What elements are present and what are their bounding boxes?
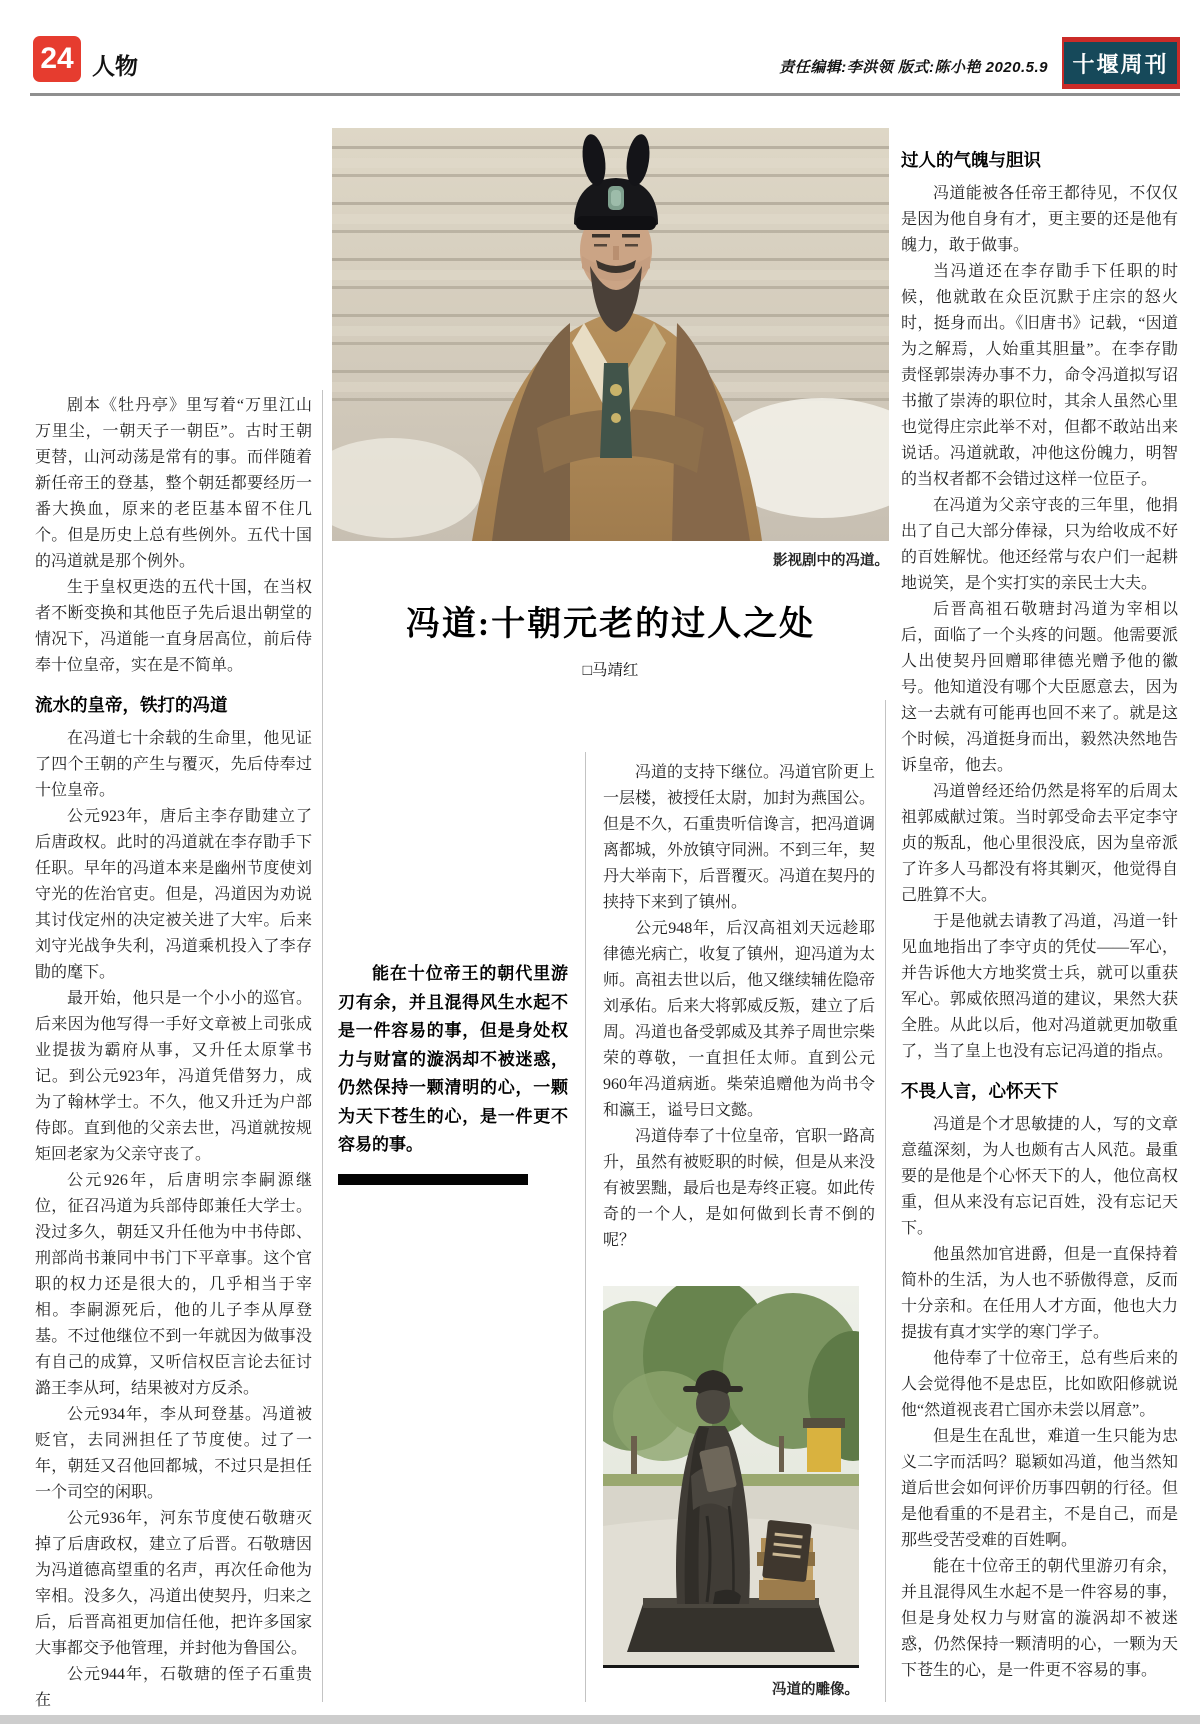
top-photo-drama-still bbox=[332, 128, 889, 541]
page-bottom-edge bbox=[0, 1715, 1200, 1724]
paragraph: 剧本《牡丹亭》里写着“万里江山万里尘，一朝天子一朝臣”。古时王朝更替，山河动荡是常有的事。而伴随着新任帝王的登基，整个朝廷都要经历一番大换血，原来的老臣基本留不住几个。但是历史上总有些例外。五代十国的冯道就是那个例外。 bbox=[35, 397, 312, 570]
right-paragraphs-1 bbox=[901, 181, 1178, 1065]
column-left bbox=[35, 393, 312, 1714]
paragraph: 冯道曾经还给仍然是将军的后周太祖郭威献过策。当时郭受命去平定李守贞的叛乱，他心里很没底，因为皇帝派了许多人马都没有将其剿灭，他觉得自己胜算不大。 bbox=[901, 783, 1178, 904]
article-author: □马靖红 bbox=[582, 662, 639, 679]
paragraph: 能在十位帝王的朝代里游刃有余，并且混得风生水起不是一件容易的事，但是身处权力与财富的漩涡却不被迷惑，仍然保持一颗清明的心，一颗为天下苍生的心，是一件更不容易的事。 bbox=[901, 1558, 1178, 1679]
section-label: 人物 bbox=[92, 53, 138, 79]
paragraph: 在冯道七十余载的生命里，他见证了四个王朝的产生与覆灭，先后侍奉过十位皇帝。 bbox=[35, 730, 312, 799]
paragraph: 公元936年，河东节度使石敬瑭灭掉了后唐政权，建立了后晋。石敬瑭因为冯道德高望重的名声，再次任命他为宰相。没多久，冯道出使契丹，归来之后，后晋高祖更加信任他，把许多国家大事都交予他管理，并封他为鲁国公。 bbox=[35, 1510, 312, 1657]
paragraph: 公元934年，李从珂登基。冯道被贬官，去同洲担任了节度使。过了一年，朝廷又召他回都城，不过只是担任一个司空的闲职。 bbox=[35, 1406, 312, 1501]
drama-still-illustration bbox=[332, 128, 889, 541]
pull-quote bbox=[338, 960, 568, 1185]
header-rule bbox=[30, 93, 1180, 96]
editors-line: 责任编辑:李洪领 版式:陈小艳 2020.5.9 bbox=[779, 59, 1048, 76]
statue-illustration bbox=[603, 1286, 859, 1668]
left-paragraphs bbox=[35, 726, 312, 1714]
right-paragraphs-2 bbox=[901, 1112, 1178, 1684]
pull-quote-bar bbox=[338, 1174, 528, 1185]
column-rule-right bbox=[885, 700, 886, 1702]
subheading-right-1: 过人的气魄与胆识 bbox=[901, 150, 1041, 170]
paragraph: 他虽然加官进爵，但是一直保持着简朴的生活，为人也不骄傲得意，反而十分亲和。在任用人才方面，他也大力提拔有真才实学的寒门学子。 bbox=[901, 1246, 1178, 1341]
statue-photo-caption: 冯道的雕像。 bbox=[772, 1682, 859, 1698]
column-rule-left bbox=[322, 390, 323, 1702]
paragraph: 冯道能被各任帝王都待见，不仅仅是因为他自身有才，更主要的还是他有魄力，敢于做事。 bbox=[901, 185, 1178, 254]
paragraph: 后晋高祖石敬瑭封冯道为宰相以后，面临了一个头疼的问题。他需要派人出使契丹回赠耶律德光赠予他的徽号。他知道没有哪个大臣愿意去，因为这一去就有可能再也回不来了。就是这个时候，冯道挺身而出，毅然决然地告诉皇帝，他去。 bbox=[901, 601, 1178, 774]
masthead-logo bbox=[1062, 37, 1180, 89]
paragraph: 公元944年，石敬瑭的侄子石重贵在 bbox=[35, 1666, 312, 1709]
paragraph: 最开始，他只是一个小小的巡官。后来因为他写得一手好文章被上司张成业提拔为霸府从事，又升任太原掌书记。到公元923年，冯道凭借努力，成为了翰林学士。不久，他又升迁为户部侍郎。直到他的父亲去世，冯道就按规矩回老家为父亲守丧了。 bbox=[35, 990, 312, 1163]
paragraph: 当冯道还在李存勖手下任职的时候，他就敢在众臣沉默于庄宗的怒火时，挺身而出。《旧唐书》记载，“因道为之解焉，人始重其胆量”。在李存勖责怪郭崇涛办事不力，命令冯道拟写诏书撤了崇涛的职位时，其余人虽然心里也觉得庄宗此举不对，但都不敢站出来说话。冯道就敢，冲他这份魄力，明智的当权者都不会错过这样一位臣子。 bbox=[901, 263, 1178, 488]
masthead-title: 十堰周刊 bbox=[1064, 42, 1177, 84]
column-middle bbox=[603, 760, 875, 1254]
left-intro-paragraphs bbox=[35, 393, 312, 679]
pull-quote-text: 能在十位帝王的朝代里游刃有余，并且混得风生水起不是一件容易的事，但是身处权力与财富的漩涡却不被迷惑，仍然保持一颗清明的心，一颗为天下苍生的心，是一件更不容易的事。 bbox=[338, 964, 568, 1154]
subheading-right-2: 不畏人言，心怀天下 bbox=[901, 1081, 1059, 1101]
page-number-badge: 24 bbox=[33, 36, 81, 82]
paragraph: 公元948年，后汉高祖刘天远趁耶律德光病亡，收复了镇州，迎冯道为太师。高祖去世以后，他又继续辅佐隐帝刘承佑。后来大将郭威反叛，建立了后周。冯道也备受郭威及其养子周世宗柴荣的尊敬，一直担任太师。直到公元960年冯道病逝。柴荣追赠他为尚书令和瀛王，谥号曰文懿。 bbox=[603, 920, 876, 1119]
paragraph: 在冯道为父亲守丧的三年里，他捐出了自己大部分俸禄，只为给收成不好的百姓解忧。他还经常与农户们一起耕地说笑，是个实打实的亲民士大夫。 bbox=[901, 497, 1178, 592]
column-right bbox=[901, 148, 1178, 1684]
column-rule-middle bbox=[585, 752, 586, 1702]
paragraph: 他侍奉了十位帝王，总有些后来的人会觉得他不是忠臣，比如欧阳修就说他“然道视丧君亡国亦未尝以屑意”。 bbox=[901, 1350, 1178, 1419]
middle-paragraphs bbox=[603, 760, 875, 1254]
paragraph: 冯道侍奉了十位皇帝，官职一路高升，虽然有被贬职的时候，但是从来没有被罢黜，最后也是寿终正寝。如此传奇的一个人，是如何做到长青不倒的呢？ bbox=[603, 1128, 876, 1249]
subheading-left: 流水的皇帝，铁打的冯道 bbox=[35, 695, 228, 715]
paragraph: 但是生在乱世，难道一生只能为忠义二字而活吗？聪颖如冯道，他当然知道后世会如何评价历事四朝的行径。但是他看重的不是君主，不是自己，而是那些受苦受难的百姓啊。 bbox=[901, 1428, 1178, 1549]
paragraph: 公元926年，后唐明宗李嗣源继位，征召冯道为兵部侍郎兼任大学士。没过多久，朝廷又升任他为中书侍郎、刑部尚书兼同中书门下平章事。这个官职的权力还是很大的，几乎相当于宰相。李嗣源死后，他的儿子李从厚登基。不过他继位不到一年就因为做事没有自己的成算，又听信权臣言论去征讨潞王李从珂，结果被对方反杀。 bbox=[35, 1172, 312, 1397]
paragraph: 冯道的支持下继位。冯道官阶更上一层楼，被授任太尉，加封为燕国公。但是不久，石重贵听信谗言，把冯道调离都城，外放镇守同洲。不到三年，契丹大举南下，后晋覆灭。冯道在契丹的挟持下来到了镇州。 bbox=[603, 764, 876, 911]
statue-photo bbox=[603, 1286, 859, 1668]
top-photo-caption: 影视剧中的冯道。 bbox=[773, 553, 889, 569]
paragraph: 于是他就去请教了冯道，冯道一针见血地指出了李守贞的凭仗——军心，并告诉他大方地奖赏士兵，就可以重获军心。郭威依照冯道的建议，果然大获全胜。从此以后，他对冯道就更加敬重了，当了皇上也没有忘记冯道的指点。 bbox=[901, 913, 1178, 1060]
paragraph: 生于皇权更迭的五代十国，在当权者不断变换和其他臣子先后退出朝堂的情况下，冯道能一直身居高位，前后侍奉十位皇帝，实在是不简单。 bbox=[35, 579, 312, 674]
article-title: 冯道:十朝元老的过人之处 bbox=[405, 606, 816, 643]
paragraph: 冯道是个才思敏捷的人，写的文章意蕴深刻，为人也颇有古人风范。最重要的是他是个心怀天下的人，他位高权重，但从来没有忘记百姓，没有忘记天下。 bbox=[901, 1116, 1178, 1237]
paragraph: 公元923年，唐后主李存勖建立了后唐政权。此时的冯道就在李存勖手下任职。早年的冯道本来是幽州节度使刘守光的佐治官吏。但是，冯道因为劝说其讨伐定州的决定被关进了大牢。后来刘守光战争失利，冯道乘机投入了李存勖的麾下。 bbox=[35, 808, 312, 981]
